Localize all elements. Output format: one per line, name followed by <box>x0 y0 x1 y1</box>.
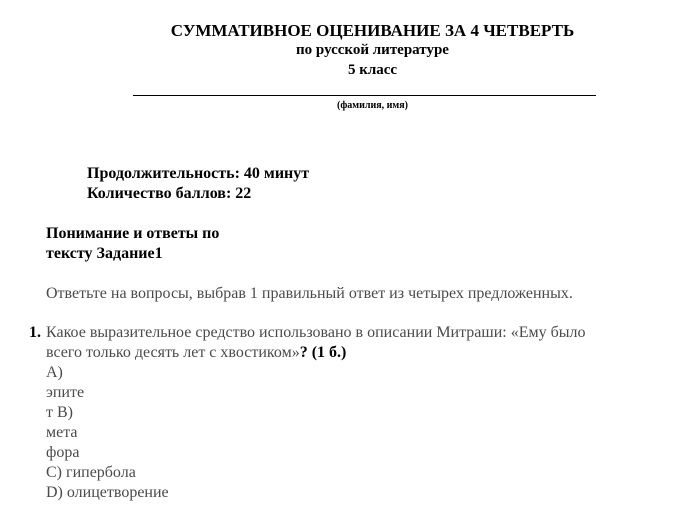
question-points: ? (1 б.) <box>299 344 347 361</box>
question-text-line1: Какое выразительное средство использовано в описании Митраши: «Ему было <box>46 324 586 341</box>
name-underline <box>133 95 596 96</box>
option-line: A) <box>46 364 63 381</box>
option-line: C) гипербола <box>46 464 136 481</box>
document-grade: 5 класс <box>347 62 398 78</box>
option-line: фора <box>46 444 80 461</box>
document-title: СУММАТИВНОЕ ОЦЕНИВАНИЕ ЗА 4 ЧЕТВЕРТЬ <box>170 21 575 40</box>
points-text: Количество баллов: 22 <box>87 185 252 202</box>
question-number: 1. <box>29 324 41 341</box>
question-text-line2-main: всего только десять лет с хвостиком» <box>46 344 300 361</box>
section-heading-line2: тексту Задание1 <box>46 245 163 262</box>
option-line: D) олицетворение <box>46 484 169 501</box>
question-text-line2 <box>46 344 346 362</box>
instruction-text: Ответьте на вопросы, выбрав 1 правильный ответ из четырех предложенных. <box>46 285 573 302</box>
option-line: эпите <box>46 384 85 401</box>
name-caption: (фамилия, имя) <box>337 100 408 111</box>
duration-text: Продолжительность: 40 минут <box>87 165 310 182</box>
section-heading-line1: Понимание и ответы по <box>46 225 220 242</box>
option-line: мета <box>46 424 78 441</box>
document-subject: по русской литературе <box>296 42 449 58</box>
option-line: т B) <box>46 404 73 421</box>
